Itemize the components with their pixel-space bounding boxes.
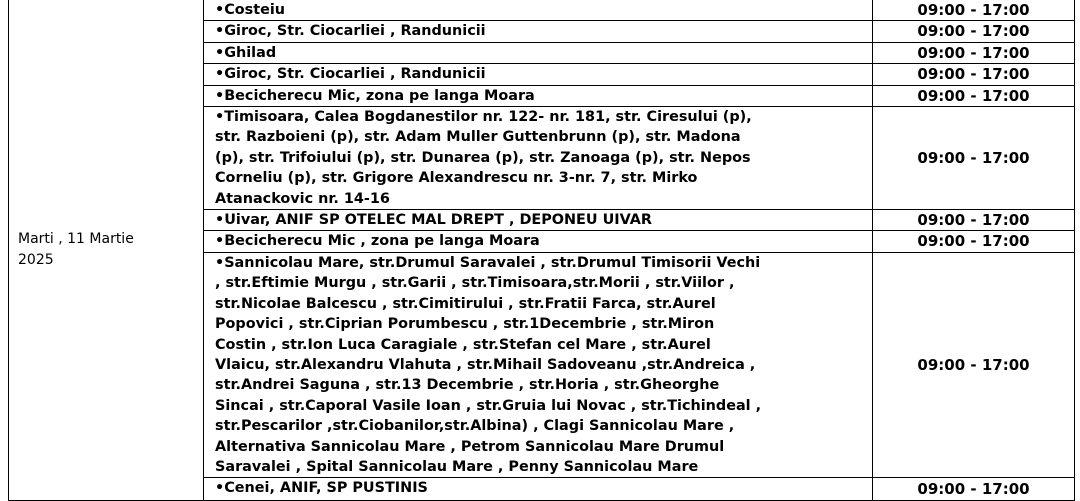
time-cell: 09:00 - 17:00: [873, 252, 1075, 477]
location-cell: •Becicherecu Mic , zona pe langa Moara: [204, 231, 873, 252]
time-cell: 09:00 - 17:00: [873, 64, 1075, 85]
location-cell: •Timisoara, Calea Bogdanestilor nr. 122- nr. 181, str. Ciresului (p), str. Razboieni (p), str. Adam Muller Guttenbrunn (p), str. Madona (p), str. Trifoiului (p), str. Dunarea (p), str. Zanoaga (p), str. Nepos Corneliu (p), str. Grigore Alexandrescu nr. 3-nr. 7, str. Mirko Atanackovic nr. 14-16: [204, 107, 873, 210]
location-cell: •Becicherecu Mic, zona pe langa Moara: [204, 85, 873, 106]
time-cell: 09:00 - 17:00: [873, 85, 1075, 106]
location-cell: •Ghilad: [204, 42, 873, 63]
time-cell: 09:00 - 17:00: [873, 210, 1075, 231]
location-cell: •Cenei, ANIF, SP PUSTINIS: [204, 478, 873, 501]
time-cell: 09:00 - 17:00: [873, 0, 1075, 21]
time-cell: 09:00 - 17:00: [873, 231, 1075, 252]
location-cell: •Giroc, Str. Ciocarliei , Randunicii: [204, 21, 873, 42]
location-cell: •Costeiu: [204, 0, 873, 21]
time-cell: 09:00 - 17:00: [873, 21, 1075, 42]
date-cell: [9, 0, 204, 501]
location-cell: •Giroc, Str. Ciocarliei , Randunicii: [204, 64, 873, 85]
date-label: Marti , 11 Martie 2025: [18, 231, 134, 269]
schedule-table: [8, 0, 1075, 501]
time-cell: 09:00 - 17:00: [873, 42, 1075, 63]
location-cell: •Uivar, ANIF SP OTELEC MAL DREPT , DEPONEU UIVAR: [204, 210, 873, 231]
time-cell: 09:00 - 17:00: [873, 107, 1075, 210]
time-cell: 09:00 - 17:00: [873, 478, 1075, 501]
table-row: [9, 0, 1075, 21]
location-cell: •Sannicolau Mare, str.Drumul Saravalei , str.Drumul Timisorii Vechi , str.Eftimie Murgu , str.Garii , str.Timisoara,str.Morii , str.Viilor , str.Nicolae Balcescu , str.Cimitirului , str.Fratii Farca, str.Aurel Popovici , str.Ciprian Porumbescu , str.1Decembrie , str.Miron Costin , str.Ion Luca Caragiale , str.Stefan cel Mare , str.Aurel Vlaicu, str.Alexandru Vlahuta , str.Mihail Sadoveanu ,str.Andreica , str.Andrei Saguna , str.13 Decembrie , str.Horia , str.Gheorghe Sincai , str.Caporal Vasile Ioan , str.Gruia lui Novac , str.Tichindeal , str.Pescarilor ,str.Ciobanilor,str.Albina) , Clagi Sannicolau Mare , Alternativa Sannicolau Mare , Petrom Sannicolau Mare Drumul Saravalei , Spital Sannicolau Mare , Penny Sannicolau Mare: [204, 252, 873, 477]
